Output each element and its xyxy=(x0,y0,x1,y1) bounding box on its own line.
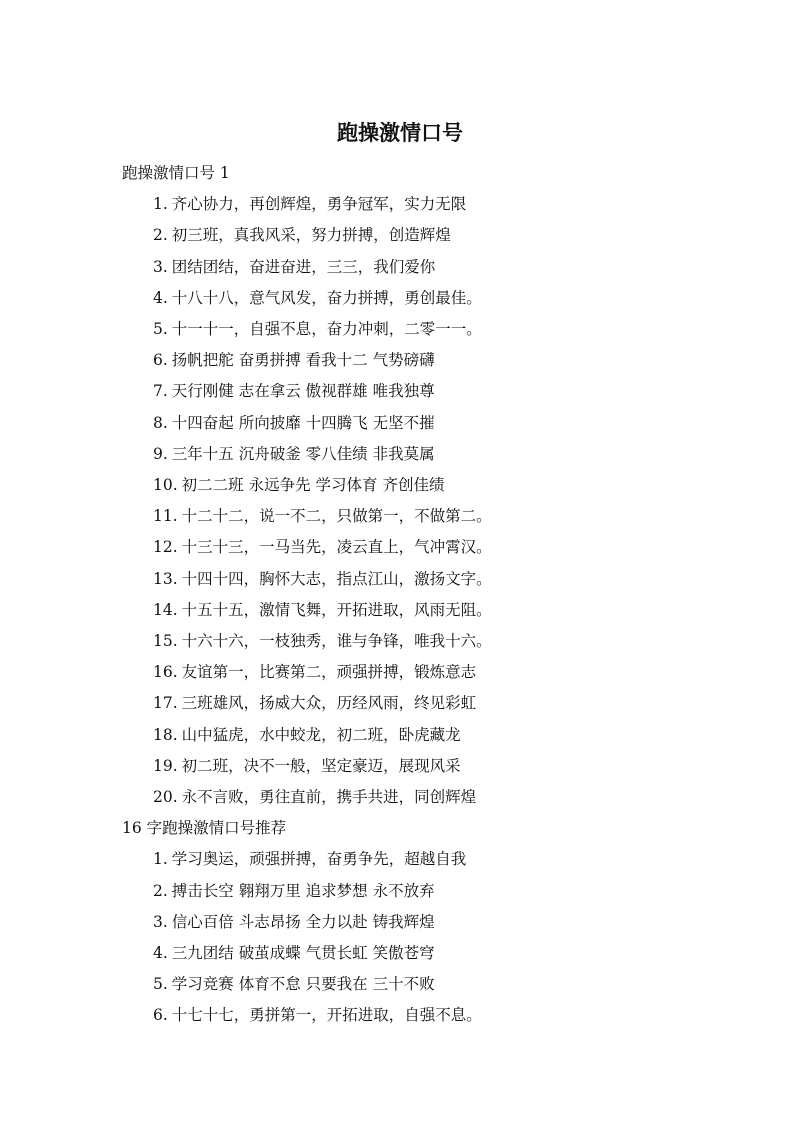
list-item-text: 初二二班 永远争先 学习体育 齐创佳绩 xyxy=(181,476,445,494)
list-item-number: 20. xyxy=(153,788,178,806)
list-item-text: 三九团结 破茧成蝶 气贯长虹 笑傲苍穹 xyxy=(171,944,435,962)
list-item xyxy=(153,256,435,278)
list-item xyxy=(153,443,435,465)
list-item xyxy=(153,412,435,434)
list-item-number: 4. xyxy=(153,944,168,962)
list-item-number: 16. xyxy=(153,663,178,682)
list-item-text: 十八十八，意气风发，奋力拼搏，勇创最佳。 xyxy=(171,288,482,307)
list-item-text: 十一十一，自强不息，奋力冲刺，二零一一。 xyxy=(171,320,482,338)
list-item-text: 山中猛虎，水中蛟龙，初二班，卧虎藏龙 xyxy=(181,725,461,744)
list-item-number: 10. xyxy=(153,476,178,494)
list-item xyxy=(153,474,444,496)
list-item-text: 十四奋起 所向披靡 十四腾飞 无坚不摧 xyxy=(171,413,435,432)
list-item-number: 6. xyxy=(153,1006,168,1025)
list-item xyxy=(153,630,492,652)
list-item xyxy=(153,193,466,215)
list-item-text: 初三班，真我风采，努力拼搏，创造辉煌 xyxy=(171,226,451,245)
list-item-number: 4. xyxy=(153,288,168,307)
list-item-number: 12. xyxy=(153,538,178,557)
list-item-text: 齐心协力，再创辉煌，勇争冠军，实力无限 xyxy=(171,195,467,214)
list-item-number: 11. xyxy=(153,507,178,526)
list-item xyxy=(153,724,461,746)
list-item xyxy=(153,1004,482,1026)
list-item xyxy=(153,786,476,808)
list-item-number: 19. xyxy=(153,756,178,775)
list-item-text: 信心百倍 斗志昂扬 全力以赴 铸我辉煌 xyxy=(171,912,435,931)
list-item-text: 搏击长空 翱翔万里 追求梦想 永不放弃 xyxy=(171,881,435,900)
list-item xyxy=(153,692,476,714)
list-item-text: 学习竞赛 体育不怠 只要我在 三十不败 xyxy=(171,975,435,994)
list-item xyxy=(153,505,492,527)
list-item xyxy=(153,380,435,402)
list-item-number: 6. xyxy=(153,351,168,370)
list-item-text: 天行刚健 志在拿云 傲视群雄 唯我独尊 xyxy=(171,382,435,401)
list-item xyxy=(153,318,482,340)
list-item-text: 初二班，决不一般，坚定豪迈，展现风采 xyxy=(181,756,461,775)
list-item xyxy=(153,942,435,964)
list-item xyxy=(153,911,435,933)
list-item-number: 3. xyxy=(153,912,168,931)
list-item-number: 17. xyxy=(153,694,178,713)
list-item-number: 1. xyxy=(153,850,168,869)
list-item-number: 3. xyxy=(153,257,168,276)
list-item-text: 十二十二，说一不二，只做第一，不做第二。 xyxy=(181,507,492,526)
list-item xyxy=(153,755,461,777)
list-item-number: 8. xyxy=(153,413,168,432)
list-item-number: 1. xyxy=(153,195,168,214)
list-item xyxy=(153,599,492,621)
list-item-number: 18. xyxy=(153,725,178,744)
section-heading: 跑操激情口号 1 xyxy=(122,164,230,182)
list-item xyxy=(153,287,482,309)
list-item-text: 十四十四，胸怀大志，指点江山，激扬文字。 xyxy=(181,569,492,588)
list-item-number: 5. xyxy=(153,320,168,338)
section-heading: 16 字跑操激情口号推荐 xyxy=(122,819,287,838)
list-item-text: 永不言败，勇往直前，携手共进，同创辉煌 xyxy=(181,788,477,806)
list-item-text: 三班雄风，扬威大众，历经风雨，终见彩虹 xyxy=(181,694,477,713)
list-item xyxy=(153,973,435,995)
list-item-text: 十六十六，一枝独秀，谁与争锋，唯我十六。 xyxy=(181,632,492,650)
list-item-text: 学习奥运，顽强拼搏，奋勇争先，超越自我 xyxy=(171,850,467,869)
list-item-text: 十三十三，一马当先，凌云直上，气冲霄汉。 xyxy=(181,538,492,557)
list-item xyxy=(153,661,476,683)
list-item-text: 友谊第一，比赛第二，顽强拼搏，锻炼意志 xyxy=(181,663,477,682)
list-item-text: 十七十七，勇拼第一，开拓进取，自强不息。 xyxy=(171,1006,482,1025)
list-item-number: 2. xyxy=(153,226,168,245)
document-title: 跑操激情口号 xyxy=(337,121,463,145)
list-item-text: 三年十五 沉舟破釜 零八佳绩 非我莫属 xyxy=(171,444,435,463)
list-item-number: 15. xyxy=(153,632,178,650)
list-item-number: 9. xyxy=(153,444,168,463)
list-item xyxy=(153,224,451,246)
list-item-number: 14. xyxy=(153,600,178,619)
list-item xyxy=(153,880,435,902)
list-item-number: 5. xyxy=(153,975,168,994)
list-item-number: 7. xyxy=(153,382,168,401)
list-item-number: 2. xyxy=(153,881,168,900)
list-item-text: 扬帆把舵 奋勇拼搏 看我十二 气势磅礴 xyxy=(171,351,435,370)
list-item xyxy=(153,568,492,590)
list-item-text: 十五十五，激情飞舞，开拓进取，风雨无阻。 xyxy=(181,600,492,619)
list-item xyxy=(153,848,466,870)
list-item-text: 团结团结，奋进奋进，三三，我们爱你 xyxy=(171,257,436,276)
list-item xyxy=(153,536,492,558)
list-item xyxy=(153,349,435,371)
list-item-number: 13. xyxy=(153,569,178,588)
